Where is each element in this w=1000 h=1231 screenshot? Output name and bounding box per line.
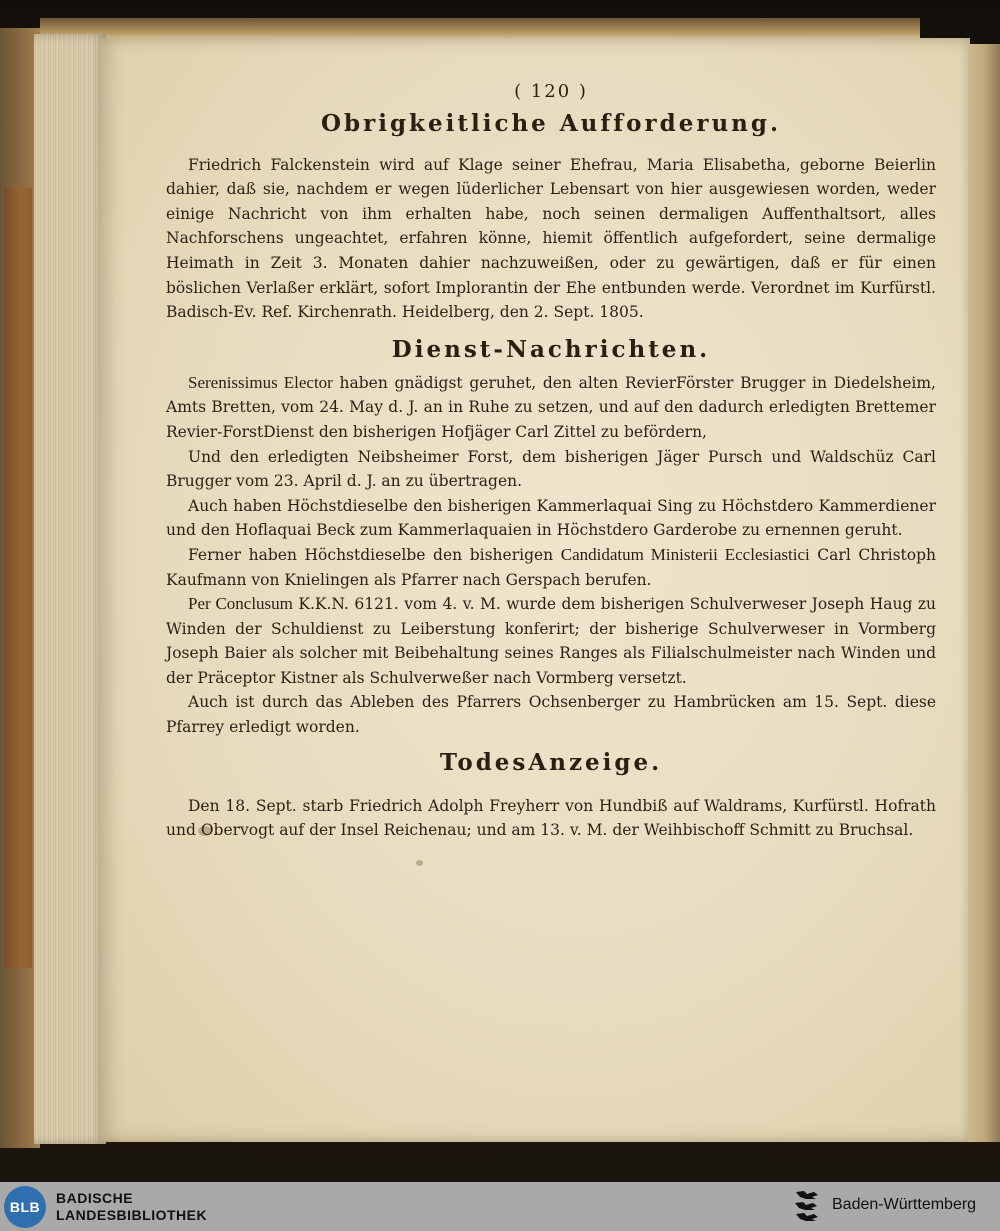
page-text (166, 80, 936, 843)
baden-wuerttemberg-lions-icon (792, 1188, 822, 1224)
paragraph-dienst-6: Auch ist durch das Ableben des Pfarrers Ochsenberger zu Hambrücken am 15. Sept. diese Pfarrey erledigt worden. (166, 693, 936, 737)
latin-phrase: Candidatum Ministerii Ecclesiastici (560, 544, 810, 564)
footer-bar (0, 1182, 1000, 1231)
paragraph-dienst-3: Auch haben Höchstdieselbe den bisherigen Kammerlaquai Sing zu Höchstdero Kammerdiener und den Hoflaquai Beck zum Kammerlaquaien in Höchstdero Garderobe zu ernennen geruht. (166, 496, 936, 540)
blb-library-name[interactable] (56, 1190, 207, 1224)
blb-name-line1: BADISCHE (56, 1190, 134, 1206)
paper-stain (416, 860, 423, 866)
paragraph-text: haben gnädigst geruhet, den alten RevierFörster Brugger in Diedelsheim, Amts Bretten, vom 24. May d. J. an in Ruhe zu setzen, und auf den dadurch erledigten Brettemer Revier-ForstDienst den bisherigen Hofjäger Carl Zittel zu befördern, (166, 373, 936, 441)
book-right-edge (968, 44, 1000, 1142)
latin-phrase: Per Conclusum (188, 594, 293, 614)
paragraph-dienst-2: Und den erledigten Neibsheimer Forst, dem bisherigen Jäger Pursch und Waldschüz Carl Brugger vom 23. April d. J. an zu übertragen. (166, 447, 936, 491)
book-top-edge (40, 18, 920, 40)
paragraph-text: K.K.N. 6121. vom 4. v. M. wurde dem bisherigen Schulverweser Joseph Haug zu Winden der Schuldienst zu Leiberstung konferirt; der bisherige Schulverweser in Vormberg Joseph Baier als solcher mit Beibehaltung seines Ranges als Filialschulmeister nach Winden und der Präceptor Kistner als Schulverweßer nach Vormberg versetzt. (166, 595, 937, 687)
paragraph-todesanzeige: Den 18. Sept. starb Friedrich Adolph Freyherr von Hundbiß auf Waldrams, Kurfürstl. Hofrath und Obervogt auf der Insel Reichenau; und am 13. v. M. der Weihbischoff Schmitt zu Bruchsal. (166, 796, 936, 840)
paragraph-aufforderung: Friedrich Falckenstein wird auf Klage seiner Ehefrau, Maria Elisabetha, geborne Beierlin dahier, daß sie, nachdem er wegen lüderlicher Lebensart von hier ausgewiesen worden, weder einige Nachricht von ihm erhalten habe, noch seinen dermaligen Auffenthaltsort, alles Nachforschens ungeachtet, erfahren könne, hiemit öffentlich aufgefordert, seine dermalige Heimath in Zeit 3. Monaten dahier nachzuweißen, oder zu gewärtigen, daß er für einen böslichen Verlaßer erklärt, sofort Implorantin der Ehe entbunden werde. Verordnet im Kurfürstl. Badisch-Ev. Ref. Kirchenrath. Heidelberg, den 2. Sept. 1805. (166, 155, 936, 322)
heading-dienst-nachrichten: Dienst-Nachrichten. (391, 335, 711, 363)
page-edges-stack (34, 34, 106, 1144)
paragraph-dienst-4 (166, 543, 936, 592)
paragraph-text: Ferner haben Höchstdieselbe den bisherigen (188, 545, 561, 564)
paragraph-text: Carl Christoph Kaufmann von Knielingen als Pfarrer nach Gerspach berufen. (166, 545, 936, 589)
paragraph-dienst-1 (166, 371, 936, 445)
page-number: ( 120 ) (514, 81, 588, 102)
baden-wuerttemberg-label[interactable]: Baden-Württemberg (832, 1196, 977, 1213)
heading-todesanzeige: TodesAnzeige. (439, 748, 663, 776)
paragraph-dienst-5 (166, 592, 936, 690)
latin-phrase: Serenissimus Elector (188, 372, 333, 392)
blb-logo-badge[interactable]: BLB (4, 1186, 46, 1228)
heading-obrigkeitliche-aufforderung: Obrigkeitliche Aufforderung. (320, 109, 781, 137)
blb-name-line2: LANDESBIBLIOTHEK (56, 1207, 208, 1223)
